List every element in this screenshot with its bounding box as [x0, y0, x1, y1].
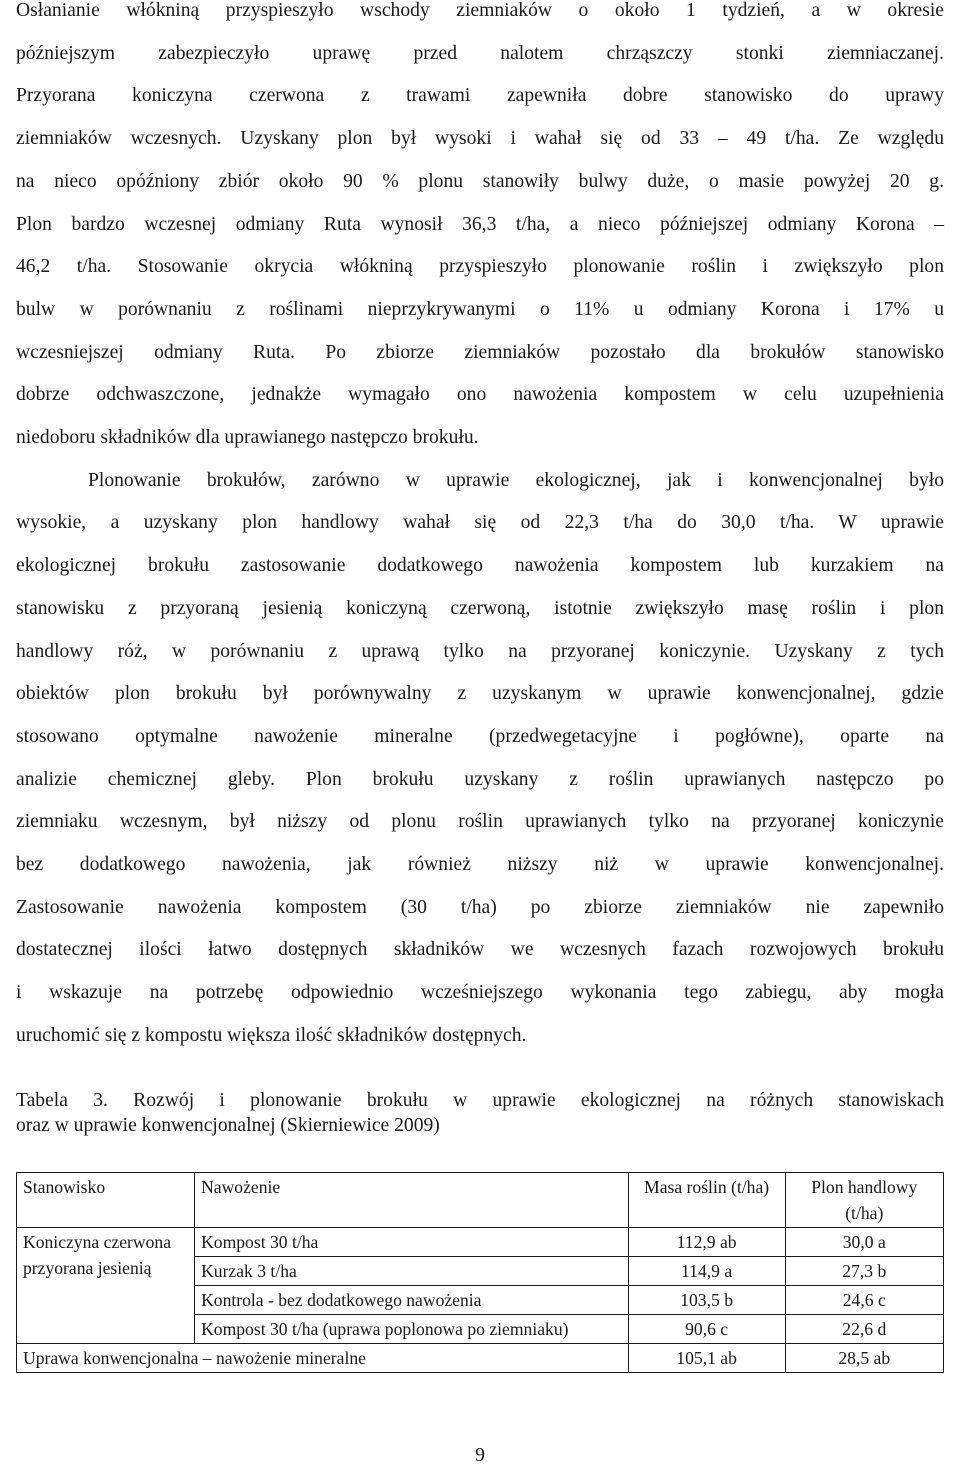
text-line: ziemniaku wczesnym, był niższy od plonu roślin uprawianych tylko na przyoranej koniczynie: [16, 811, 944, 833]
table-row-conventional: [17, 1343, 944, 1372]
text-line: wczesniejszej odmiany Ruta. Po zbiorze ziemniaków pozostało dla brokułów stanowisko: [16, 341, 944, 363]
text-line: stanowisku z przyoraną jesienią koniczyną czerwoną, istotnie zwiększyło masę roślin i plon: [16, 597, 944, 619]
text-line: i wskazuje na potrzebę odpowiednio wcześniejszego wykonania tego zabiegu, aby mogła: [16, 982, 944, 1004]
masa-cell: 105,1 ab: [628, 1343, 785, 1372]
nawozenie-cell: Kontrola - bez dodatkowego nawożenia: [195, 1285, 629, 1314]
column-header-plon: Plon handlowy (t/ha): [785, 1172, 943, 1227]
text-line: Plon bardzo wczesnej odmiany Ruta wynosił 36,3 t/ha, a nieco późniejszej odmiany Korona –: [16, 213, 944, 235]
results-table: [16, 1172, 944, 1373]
text-line: obiektów plon brokułu był porównywalny z uzyskanym w uprawie konwencjonalnej, gdzie: [16, 683, 944, 705]
column-header-nawozenie: Nawożenie: [195, 1172, 629, 1227]
text-line: bulw w porównaniu z roślinami nieprzykrywanymi o 11% u odmiany Korona i 17% u: [16, 298, 944, 320]
plon-cell: 28,5 ab: [785, 1343, 943, 1372]
page-number: 9: [475, 1445, 485, 1466]
plon-cell: 30,0 a: [785, 1227, 943, 1256]
text-line: Przyorana koniczyna czerwona z trawami zapewniła dobre stanowisko do uprawy: [16, 85, 944, 107]
masa-cell: 90,6 c: [628, 1314, 785, 1343]
text-line: ziemniaków wczesnych. Uzyskany plon był wysoki i wahał się od 33 – 49 t/ha. Ze względu: [16, 128, 944, 150]
nawozenie-cell: Kurzak 3 t/ha: [195, 1256, 629, 1285]
text-line: analizie chemicznej gleby. Plon brokułu uzyskany z roślin uprawianych następczo po: [16, 768, 944, 790]
text-line: dostatecznej ilości łatwo dostępnych składników we wczesnych fazach rozwojowych brokułu: [16, 939, 944, 961]
nawozenie-cell: Kompost 30 t/ha: [195, 1227, 629, 1256]
table-row: [17, 1227, 944, 1256]
caption-line: Tabela 3. Rozwój i plonowanie brokułu w uprawie ekologicznej na różnych stanowiskach: [16, 1089, 944, 1111]
text-line: dobrze odchwaszczone, jednakże wymagało ono nawożenia kompostem w celu uzupełnienia: [16, 384, 944, 406]
text-line: niedoboru składników dla uprawianego następczo brokułu.: [16, 427, 479, 449]
masa-cell: 112,9 ab: [628, 1227, 785, 1256]
text-line: wysokie, a uzyskany plon handlowy wahał się od 22,3 t/ha do 30,0 t/ha. W uprawie: [16, 512, 944, 534]
plon-cell: 22,6 d: [785, 1314, 943, 1343]
plon-cell: 24,6 c: [785, 1285, 943, 1314]
masa-cell: 103,5 b: [628, 1285, 785, 1314]
table-header-row: [17, 1172, 944, 1227]
paragraph-1: [16, 0, 944, 460]
conventional-label-cell: Uprawa konwencjonalna – nawożenie mineralne: [17, 1343, 629, 1372]
text-line: późniejszym zabezpieczyło uprawę przed nalotem chrząszczy stonki ziemniaczanej.: [16, 42, 944, 64]
text-line: 46,2 t/ha. Stosowanie okrycia włókniną przyspieszyło plonowanie roślin i zwiększyło plon: [16, 256, 944, 278]
text-line: Zastosowanie nawożenia kompostem (30 t/ha) po zbiorze ziemniaków nie zapewniło: [16, 896, 944, 918]
plon-cell: 27,3 b: [785, 1256, 943, 1285]
masa-cell: 114,9 a: [628, 1256, 785, 1285]
text-line: Osłanianie włókniną przyspieszyło wschody ziemniaków o około 1 tydzień, a w okresie: [16, 0, 944, 21]
document-page: [16, 0, 944, 1373]
text-line: bez dodatkowego nawożenia, jak również niższy niż w uprawie konwencjonalnej.: [16, 854, 944, 876]
text-line: handlowy róż, w porównaniu z uprawą tylko na przyoranej koniczynie. Uzyskany z tych: [16, 640, 944, 662]
caption-line: oraz w uprawie konwencjonalnej (Skierniewice 2009): [16, 1114, 440, 1136]
column-header-stanowisko: Stanowisko: [17, 1172, 195, 1227]
nawozenie-cell: Kompost 30 t/ha (uprawa poplonowa po ziemniaku): [195, 1314, 629, 1343]
paragraph-2: [16, 460, 944, 1058]
text-line: ekologicznej brokułu zastosowanie dodatkowego nawożenia kompostem lub kurzakiem na: [16, 555, 944, 577]
column-header-masa: Masa roślin (t/ha): [628, 1172, 785, 1227]
text-line: stosowano optymalne nawożenie mineralne (przedwegetacyjne i pogłówne), oparte na: [16, 725, 944, 747]
text-line: uruchomić się z kompostu większa ilość składników dostępnych.: [16, 1024, 527, 1046]
table-caption: [16, 1088, 944, 1138]
group-label-cell: Koniczyna czerwona przyorana jesienią: [17, 1227, 195, 1343]
text-line: Plonowanie brokułów, zarówno w uprawie ekologicznej, jak i konwencjonalnej było: [88, 469, 944, 491]
text-line: na nieco opóźniony zbiór około 90 % plonu stanowiły bulwy duże, o masie powyżej 20 g.: [16, 170, 944, 192]
